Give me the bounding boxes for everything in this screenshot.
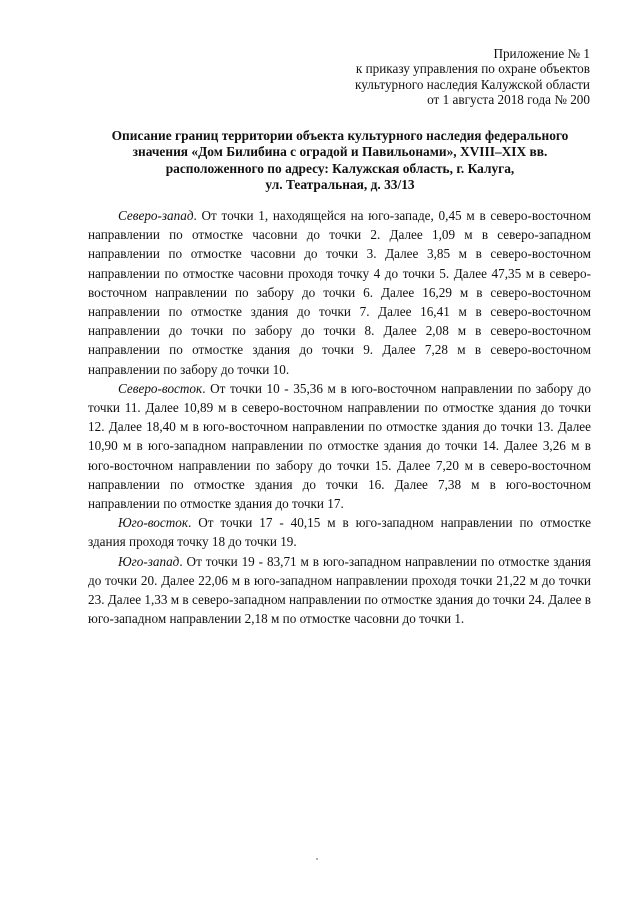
title-line-2: значения «Дом Билибина с оградой и Павильонами», XVIII–XIX вв.: [132, 144, 548, 160]
annex-line-3: культурного наследия Калужской области: [355, 76, 590, 92]
document-title: [90, 128, 590, 194]
paragraph-north-west: [88, 206, 591, 379]
title-line-4: ул. Театральная, д. 33/13: [265, 177, 415, 193]
paragraph-south-west: [88, 552, 591, 629]
direction-label: Северо-запад: [118, 208, 194, 223]
direction-label: Юго-запад: [118, 553, 180, 569]
paragraph-text: . От точки 17 - 40,15 м в юго-западном направлении по отмостке здания проходя точку 18 до точки 19.: [88, 515, 591, 550]
paragraph-text: . От точки 19 - 83,71 м в юго-западном направлении по отмостке здания до точки 20. Далее 22,06 м в юго-западном направлении проходя точки 21,22 м до точки 23. Далее 1,33 м в северо-западном направлении по отмостке здания до точки 24. Далее в юго-западном направлении 2,18 м по отмостке часовни до точки 1.: [88, 553, 591, 627]
paragraph-text: . От точки 1, находящейся на юго-западе, 0,45 м в северо-восточном направлении по отмостке часовни до точки 2. Далее 1,09 м в северо-западном направлении по отмостке часовни до точки 3. Далее 3,85 м в северо-восточном направлении по отмостке часовни проходя точку 4 до точки 5. Далее 47,35 м в северо-восточном направлении по забору до точки 6. Далее 16,29 м в северо-восточном направлении по отмостке здания до точки 7. Далее 16,41 м в северо-восточном направлении до точки по забору до точки 8. Далее 2,08 м в северо-восточном направлении по отмостке здания до точки 9. Далее 7,28 м в северо-восточном направлении по забору до точки 10.: [88, 208, 591, 377]
direction-label: Юго-восток: [118, 515, 189, 531]
annex-header: [355, 46, 590, 107]
paragraph-north-east: [88, 379, 591, 513]
annex-line-2: к приказу управления по охране объектов: [355, 61, 590, 77]
document-body: [88, 206, 591, 628]
title-line-3: расположенного по адресу: Калужская область, г. Калуга,: [165, 160, 515, 176]
annex-line-4: от 1 августа 2018 года № 200: [427, 91, 590, 107]
annex-line-1: Приложение № 1: [493, 46, 590, 61]
paragraph-text: . От точки 10 - 35,36 м в юго-восточном направлении по забору до точки 11. Далее 10,89 м в северо-восточном направлении по отмостке здания до точки 12. Далее 18,40 м в юго-восточном направлении по отмостке здания до точки 13. Далее 10,90 м в юго-западном направлении по отмостке здания до точки 14. Далее 3,26 м в юго-восточном направлении по забору до точки 15. Далее 7,20 м в северо-восточном направлении по отмостке здания до точки 16. Далее 7,38 м в юго-восточном направлении по отмостке здания до точки 17.: [88, 380, 591, 512]
paragraph-south-east: [88, 513, 591, 551]
scan-speck: [316, 858, 318, 860]
title-line-1: Описание границ территории объекта культурного наследия федерального: [111, 128, 569, 143]
direction-label: Северо-восток: [118, 380, 203, 396]
